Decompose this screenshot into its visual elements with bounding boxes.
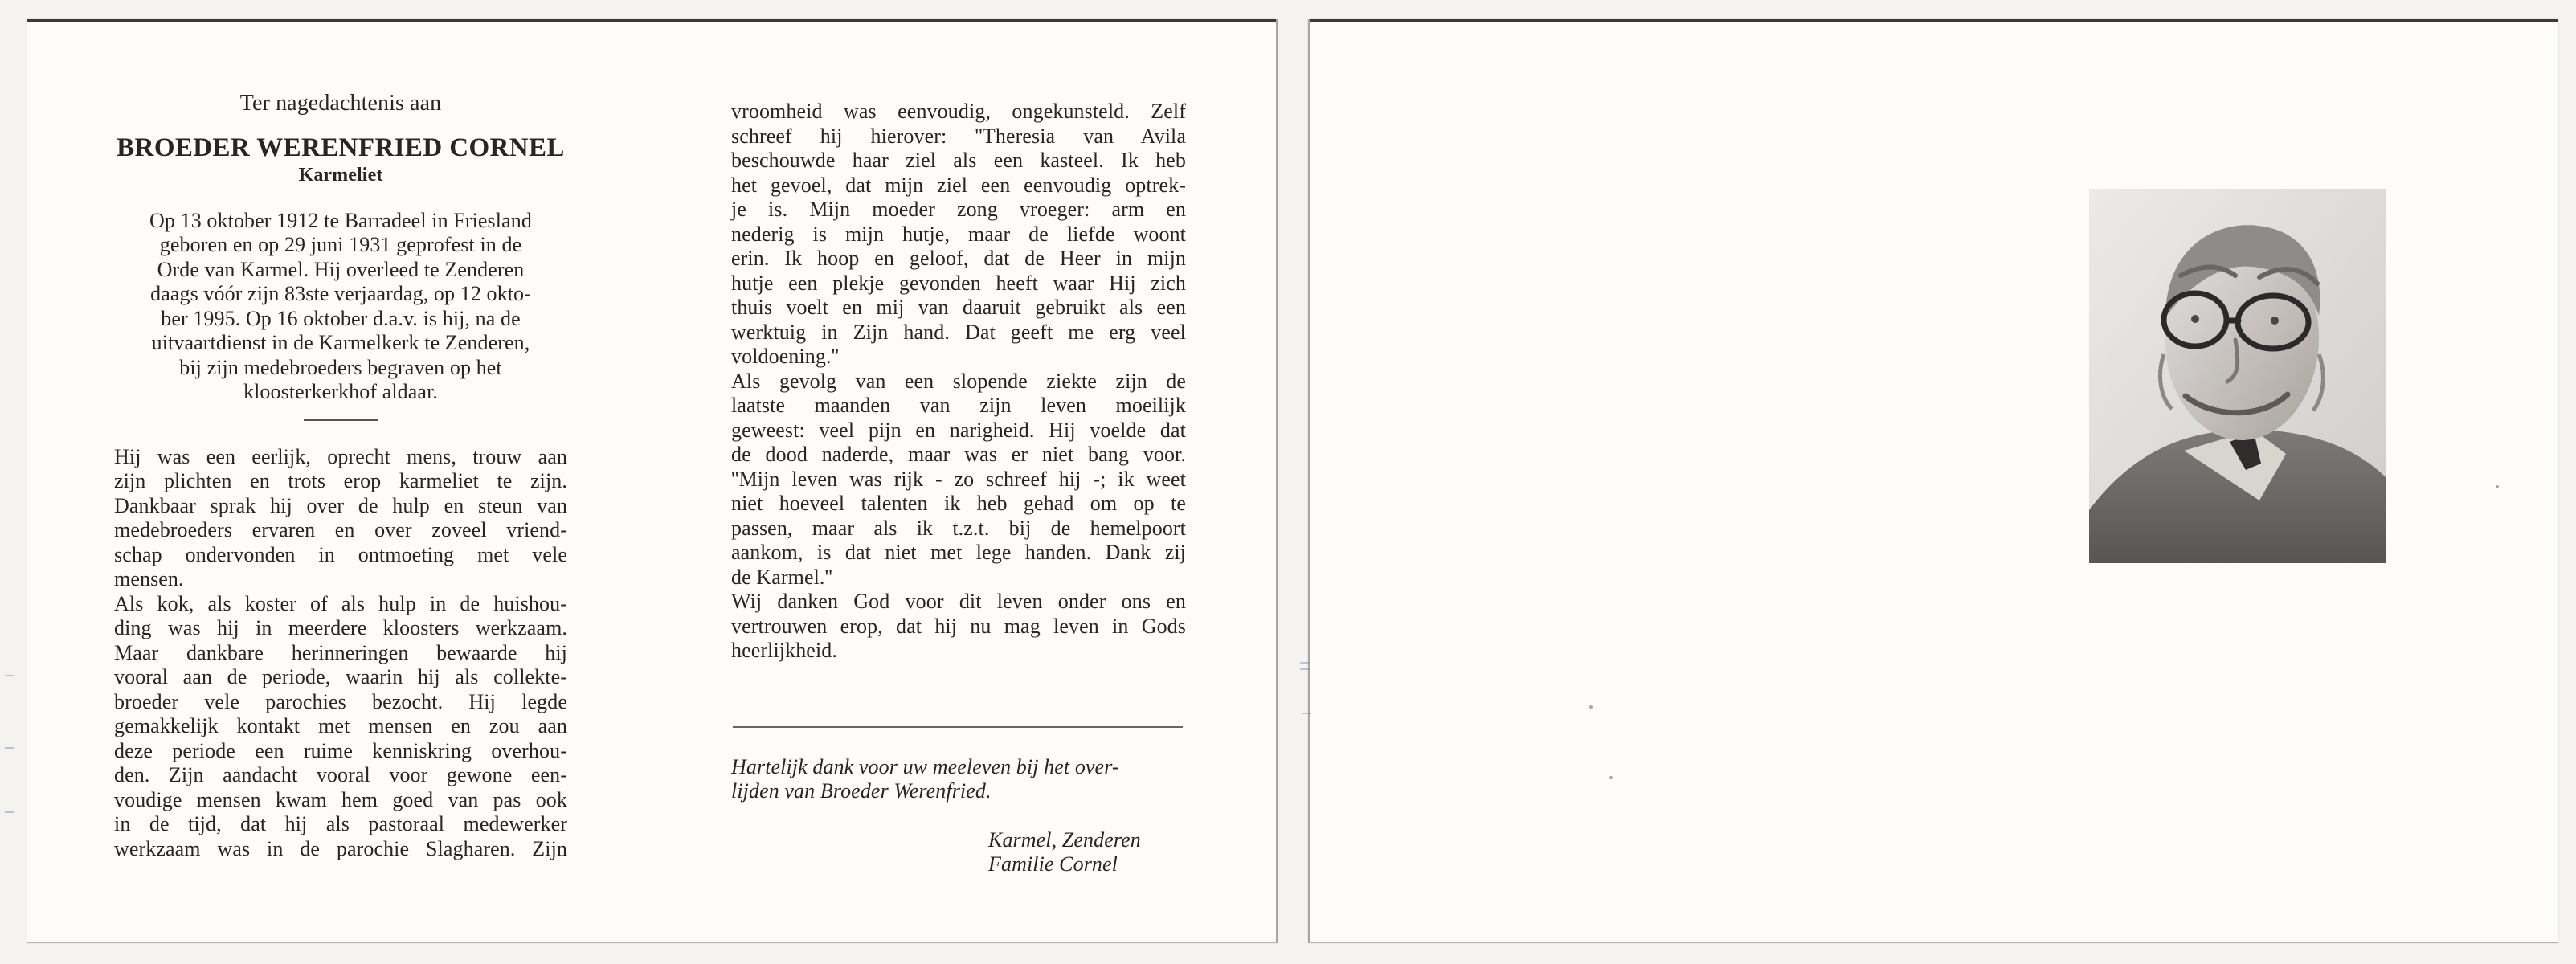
body-line: Als gevolg van een slopende ziekte zijn de <box>731 369 1186 393</box>
body-line: het gevoel, dat mijn ziel een eenvoudig optrek- <box>731 173 1186 197</box>
scan-mark <box>5 747 14 749</box>
bio-line: Op 13 oktober 1912 te Barradeel in Friesland <box>149 208 532 232</box>
bio-line: kloosterkerkhof aldaar. <box>243 380 438 403</box>
scan-speck <box>1609 776 1613 779</box>
body-line: zijn plichten en trots erop karmeliet te zijn. <box>114 469 567 492</box>
body-line: voudige mensen kwam hem goed van pas ook <box>114 787 567 811</box>
body-line: mensen. <box>114 567 184 590</box>
body-line: voldoening.'' <box>731 345 840 368</box>
signature-line: Karmel, Zenderen <box>988 827 1141 852</box>
body-line: nederig is mijn hutje, maar de liefde woont <box>731 222 1186 246</box>
body-line: erin. Ik hoop en geloof, dat de Heer in mijn <box>731 247 1186 270</box>
body-line: Maar dankbare herinneringen bewaarde hij <box>114 640 567 664</box>
right-panel-bottom-edge <box>1308 942 2558 943</box>
body-line: niet hoeveel talenten ik heb gehad om op te <box>731 492 1186 515</box>
thanks-line: Hartelijk dank voor uw meeleven bij het over- <box>731 754 1119 778</box>
body-line: schreef hij hierover: ''Theresia van Avila <box>731 124 1186 148</box>
bio-line: bij zijn medebroeders begraven op het <box>179 355 502 379</box>
body-line: werktuig in Zijn hand. Dat geeft me erg veel <box>731 320 1186 344</box>
scan-mark <box>1300 668 1310 670</box>
bio-line: uitvaartdienst in de Karmelkerk te Zenderen, <box>151 331 530 354</box>
body-line: vroomheid was eenvoudig, ongekunsteld. Zelf <box>731 100 1186 123</box>
signature-line: Familie Cornel <box>988 852 1118 876</box>
left-body-text <box>114 445 567 862</box>
memorial-intro: Ter nagedachtenis aan <box>239 91 442 116</box>
scan-mark <box>1300 662 1310 664</box>
right-panel-top-edge <box>1308 19 2558 22</box>
bio-line: Orde van Karmel. Hij overleed te Zenderen <box>157 257 525 281</box>
left-panel-bottom-edge <box>27 942 1278 943</box>
body-line: Als kok, als koster of als hulp in de huishou- <box>114 591 567 615</box>
body-line: Wij danken God voor dit leven onder ons en <box>731 590 1186 613</box>
body-line: aankom, is dat niet met lege handen. Dank zij <box>731 541 1186 564</box>
bio-line: ber 1995. Op 16 oktober d.a.v. is hij, na de <box>161 306 521 330</box>
scan-mark <box>5 675 14 676</box>
section-divider <box>304 419 378 421</box>
left-text-column <box>114 92 567 861</box>
right-panel-left-edge <box>1308 19 1310 943</box>
portrait-photo <box>2089 189 2386 563</box>
scan-mark <box>5 811 14 813</box>
middle-body-text <box>731 100 1186 664</box>
body-line: Dankbaar sprak hij over de hulp en steun van <box>114 493 567 517</box>
body-line: de Karmel.'' <box>731 565 833 589</box>
body-line: medebroeders ervaren en over zoveel vriend- <box>114 518 567 541</box>
scan-speck <box>1589 705 1593 709</box>
body-line: gemakkelijk kontakt met mensen en zou aan <box>114 714 567 737</box>
bio-line: geboren en op 29 juni 1931 geprofest in de <box>159 233 522 256</box>
body-line: hutje een plekje gevonden heeft waar Hij zich <box>731 271 1186 295</box>
biography-block <box>114 209 567 405</box>
closing-divider <box>733 726 1183 728</box>
thanks-line: lijden van Broeder Werenfried. <box>731 779 992 803</box>
bio-line: daags vóór zijn 83ste verjaardag, op 12 okto- <box>150 282 531 305</box>
body-line: heerlijkheid. <box>731 639 837 662</box>
body-line: passen, maar als ik t.z.t. bij de hemelpoort <box>731 516 1186 540</box>
body-line: ''Mijn leven was rijk - zo schreef hij -; ik weet <box>731 467 1186 491</box>
body-line: beschouwde haar ziel als een kasteel. Ik heb <box>731 149 1186 172</box>
body-line: ding was hij in meerdere kloosters werkzaam. <box>114 616 567 639</box>
body-line: de dood naderde, maar was er niet bang voor. <box>731 443 1186 466</box>
body-line: den. Zijn aandacht vooral voor gewone een- <box>114 763 567 786</box>
body-line: werkzaam was in de parochie Slagharen. Zijn <box>114 836 567 860</box>
scan-speck <box>2496 485 2499 488</box>
body-line: broeder vele parochies bezocht. Hij legde <box>114 689 567 713</box>
body-line: deze periode een ruime kenniskring overhou- <box>114 738 567 762</box>
body-line: vertrouwen erop, dat hij nu mag leven in Gods <box>731 614 1186 638</box>
body-line: laatste maanden van zijn leven moeilijk <box>731 394 1186 417</box>
left-panel-right-edge <box>1276 19 1278 943</box>
body-line: geweest: veel pijn en narigheid. Hij voelde dat <box>731 418 1186 442</box>
thanks-note <box>731 755 1186 804</box>
body-line: je is. Mijn moeder zong vroeger: arm en <box>731 198 1186 221</box>
signature-block <box>988 828 1186 877</box>
body-line: thuis voelt en mij van daaruit gebruikt als een <box>731 296 1186 319</box>
body-line: in de tijd, dat hij als pastoraal medewerker <box>114 812 567 835</box>
body-line: Hij was een eerlijk, oprecht mens, trouw aan <box>114 444 567 468</box>
scan-mark <box>1302 713 1311 714</box>
left-panel-top-edge <box>27 19 1278 22</box>
body-line: vooral aan de periode, waarin hij als collekte- <box>114 665 567 688</box>
middle-text-column <box>731 100 1186 877</box>
deceased-name: BROEDER WERENFRIED CORNEL <box>117 133 565 162</box>
body-line: schap ondervonden in ontmoeting met vele <box>114 542 567 566</box>
religious-order-label: Karmeliet <box>298 165 383 186</box>
